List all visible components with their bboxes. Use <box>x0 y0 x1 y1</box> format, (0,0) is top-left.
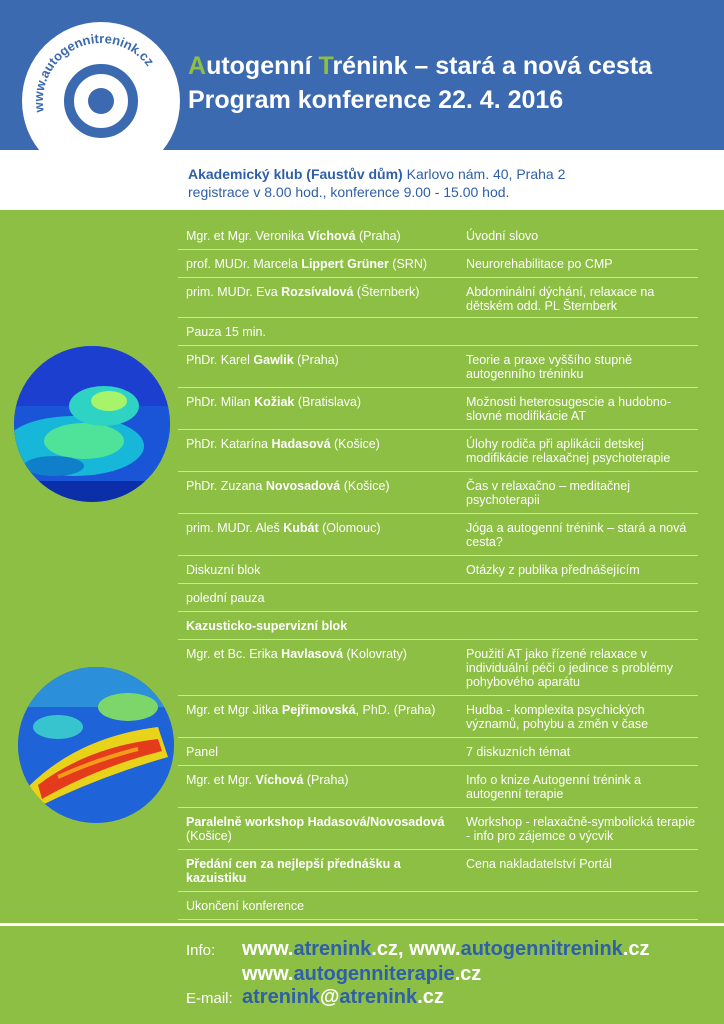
program-row <box>178 250 698 278</box>
logo-dot <box>88 88 114 114</box>
program-row <box>178 612 698 640</box>
program-topic: Info o knize Autogenní trénink a autogenní terapie <box>466 773 642 801</box>
program-topic: Jóga a autogenní trénink – stará a nová cesta? <box>466 521 687 549</box>
program-speaker: Kazusticko-supervizní blok <box>186 619 348 633</box>
website-link-autogennitrenink[interactable]: www.autogennitrenink.cz <box>409 938 650 960</box>
program-speaker: Diskuzní blok <box>186 563 261 577</box>
relaxation-photo-thermal-1 <box>14 346 170 502</box>
program-speaker: Pauza 15 min. <box>186 325 266 339</box>
program-speaker: Mgr. et Bc. Erika Havlasová (Kolovraty) <box>186 647 407 661</box>
program-speaker: Ukončení konference <box>186 899 305 913</box>
program-topic: Použití AT jako řízené relaxace v individuální péči o jedince s problémy pohybového aparátu <box>466 647 674 689</box>
program-speaker: Předání cen za nejlepší přednášku a kazuistiku <box>186 857 401 885</box>
program-topic: Hudba - komplexita psychických významů, pohybu a změn v čase <box>466 703 649 731</box>
program-topic: Možnosti heterosugescie a hudobno-slovné modifikácie AT <box>466 395 671 423</box>
program-row <box>178 278 698 318</box>
website-link-autogenniterapie[interactable]: www.autogenniterapie.cz <box>242 963 482 985</box>
program-topic: Cena nakladatelství Portál <box>466 857 612 871</box>
program-topic: Otázky z publika přednášejícím <box>466 563 640 577</box>
footer-divider <box>0 923 724 926</box>
program-speaker: Mgr. et Mgr Jitka Pejřimovská, PhD. (Praha) <box>186 703 436 717</box>
program-row <box>178 472 698 514</box>
conference-title: Autogenní Trénink – stará a nová cesta <box>188 52 653 80</box>
program-row <box>178 696 698 738</box>
program-row <box>178 222 698 250</box>
venue-band <box>0 150 724 210</box>
program-speaker: PhDr. Karel Gawlik (Praha) <box>186 353 339 367</box>
program-speaker: Panel <box>186 745 218 759</box>
program-row <box>178 738 698 766</box>
program-speaker: Mgr. et Mgr. Veronika Víchová (Praha) <box>186 229 401 243</box>
logo-text: www.autogennitrenink.cz <box>30 30 158 114</box>
program-topic: 7 diskuzních témat <box>466 745 571 759</box>
program-topic: Abdominální dýchání, relaxace na dětském odd. PL Šternberk <box>466 285 655 313</box>
program-row <box>178 388 698 430</box>
program-row <box>178 430 698 472</box>
program-speaker: PhDr. Milan Kožiak (Bratislava) <box>186 395 362 409</box>
program-row <box>178 346 698 388</box>
program-table <box>178 222 698 920</box>
program-topic <box>458 318 698 345</box>
program-speaker: PhDr. Zuzana Novosadová (Košice) <box>186 479 390 493</box>
program-title: Program konference 22. 4. 2016 <box>188 86 564 114</box>
program-topic <box>458 612 698 639</box>
program-speaker: prof. MUDr. Marcela Lippert Grüner (SRN) <box>186 257 428 271</box>
program-topic: Teorie a praxe vyššího stupně autogenního tréninku <box>466 353 633 381</box>
venue-times: registrace v 8.00 hod., konference 9.00 - 15.00 hod. <box>188 184 510 200</box>
info-websites-line1 <box>242 938 650 961</box>
program-topic: Workshop - relaxačně-symbolická terapie - info pro zájemce o výcvik <box>466 815 696 843</box>
program-topic <box>458 892 698 919</box>
relaxation-photo-thermal-2 <box>18 667 174 823</box>
program-row <box>178 808 698 850</box>
program-row <box>178 850 698 892</box>
program-topic: Úvodní slovo <box>466 229 539 243</box>
program-topic: Čas v relaxačno – meditačnej psychoterapii <box>466 479 630 507</box>
program-topic: Neurorehabilitace po CMP <box>466 257 613 271</box>
program-speaker: Mgr. et Mgr. Víchová (Praha) <box>186 773 349 787</box>
program-speaker: Paralelně workshop Hadasová/Novosadová (Košice) <box>186 815 445 843</box>
website-link-atrenink[interactable]: www.atrenink.cz, <box>242 938 410 960</box>
program-row <box>178 514 698 556</box>
info-label: Info: <box>186 942 216 959</box>
program-row <box>178 556 698 584</box>
venue-address: Akademický klub (Faustův dům) Karlovo nám. 40, Praha 2 <box>188 166 566 182</box>
program-row <box>178 892 698 920</box>
program-speaker: PhDr. Katarína Hadasová (Košice) <box>186 437 380 451</box>
program-speaker: polední pauza <box>186 591 265 605</box>
email-label: E-mail: <box>186 990 233 1007</box>
program-topic <box>458 584 698 611</box>
program-row <box>178 584 698 612</box>
program-topic: Úlohy rodiča při aplikácii detskej modifikácie relaxačnej psychoterapie <box>466 437 671 465</box>
email-link[interactable]: atrenink@atrenink.cz <box>242 986 444 1008</box>
program-speaker: prim. MUDr. Aleš Kubát (Olomouc) <box>186 521 381 535</box>
program-row <box>178 640 698 696</box>
program-row <box>178 766 698 808</box>
program-speaker: prim. MUDr. Eva Rozsívalová (Šternberk) <box>186 285 420 299</box>
program-row <box>178 318 698 346</box>
